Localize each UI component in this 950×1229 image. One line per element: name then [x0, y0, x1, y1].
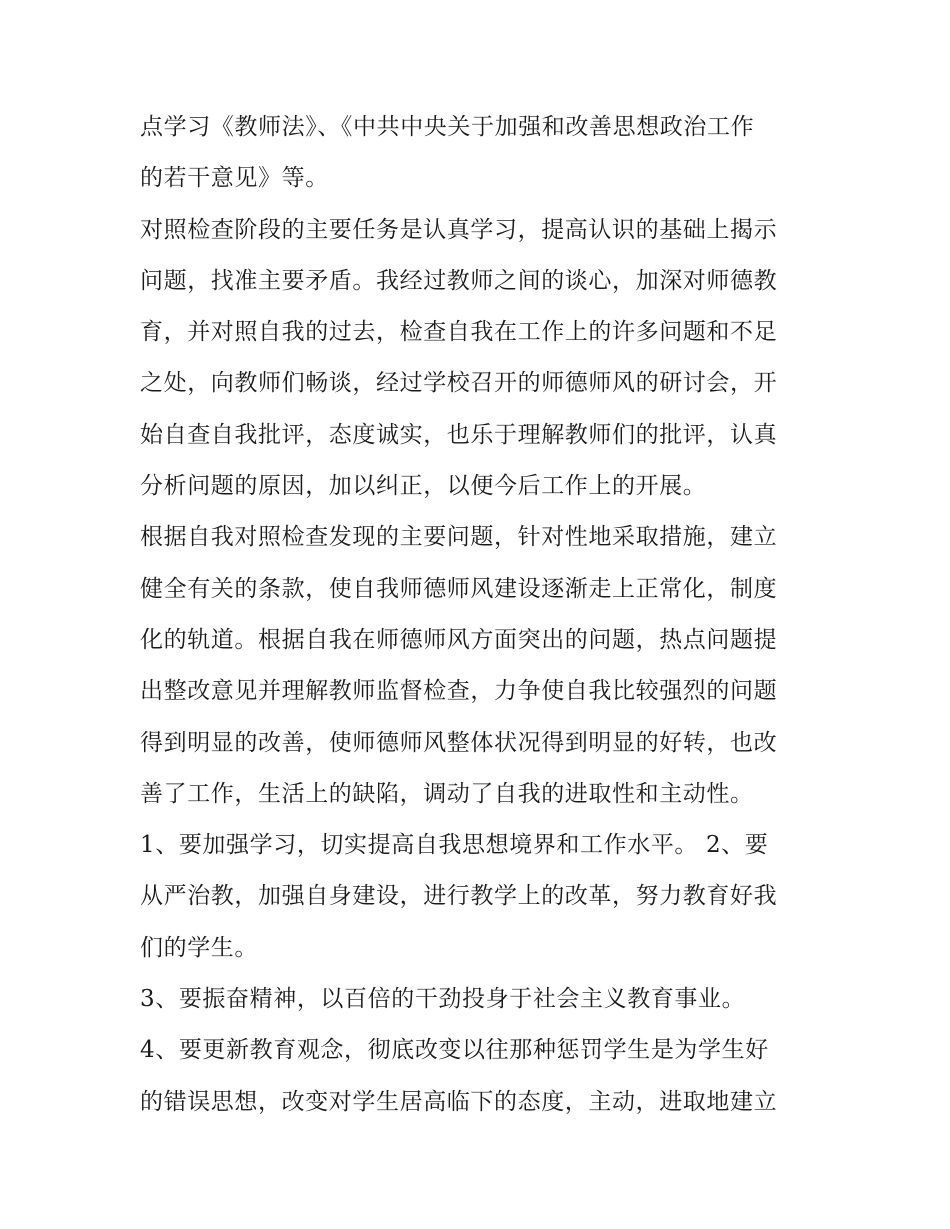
text-line: 分析问题的原因，加以纠正，以便今后工作上的开展。 [140, 473, 707, 500]
text-line: 始自查自我批评，态度诚实，也乐于理解教师们的批评，认真 [140, 421, 778, 448]
text-line: 育，并对照自我的过去，检查自我在工作上的许多问题和不足 [140, 319, 778, 346]
text-line: 善了工作，生活上的缺陷，调动了自我的进取性和主动性。 [140, 780, 754, 807]
text-line: 出整改意见并理解教师监督检查，力争使自我比较强烈的问题 [140, 678, 778, 705]
text-line: 之处，向教师们畅谈，经过学校召开的师德师风的研讨会，开 [140, 370, 778, 397]
text-line: 3、要振奋精神，以百倍的干劲投身于社会主义教育事业。 [140, 986, 746, 1013]
text-line: 们的学生。 [140, 934, 258, 961]
text-line: 根据自我对照检查发现的主要问题，针对性地采取措施，建立 [140, 524, 778, 551]
text-line: 对照检查阶段的主要任务是认真学习，提高认识的基础上揭示 [140, 216, 778, 243]
text-line: 化的轨道。根据自我在师德师风方面突出的问题，热点问题提 [140, 626, 778, 653]
text-line: 问题，找准主要矛盾。我经过教师之间的谈心，加深对师德教 [140, 267, 778, 294]
text-line: 的若干意见》等。 [140, 165, 329, 192]
text-line: 从严治教，加强自身建设，进行教学上的改革，努力教育好我 [140, 883, 778, 910]
document-body [140, 102, 812, 1128]
text-line: 的错误思想，改变对学生居高临下的态度，主动，进取地建立 [140, 1088, 778, 1115]
text-line: 健全有关的条款，使自我师德师风建设逐渐走上正常化，制度 [140, 575, 778, 602]
text-line: 1、要加强学习，切实提高自我思想境界和工作水平。 2、要 [140, 832, 769, 859]
text-line: 点学习《教师法》、《中共中央关于加强和改善思想政治工作 [140, 114, 755, 140]
text-line: 4、要更新教育观念，彻底改变以往那种惩罚学生是为学生好 [140, 1037, 769, 1064]
text-line: 得到明显的改善，使师德师风整体状况得到明显的好转，也改 [140, 729, 778, 756]
